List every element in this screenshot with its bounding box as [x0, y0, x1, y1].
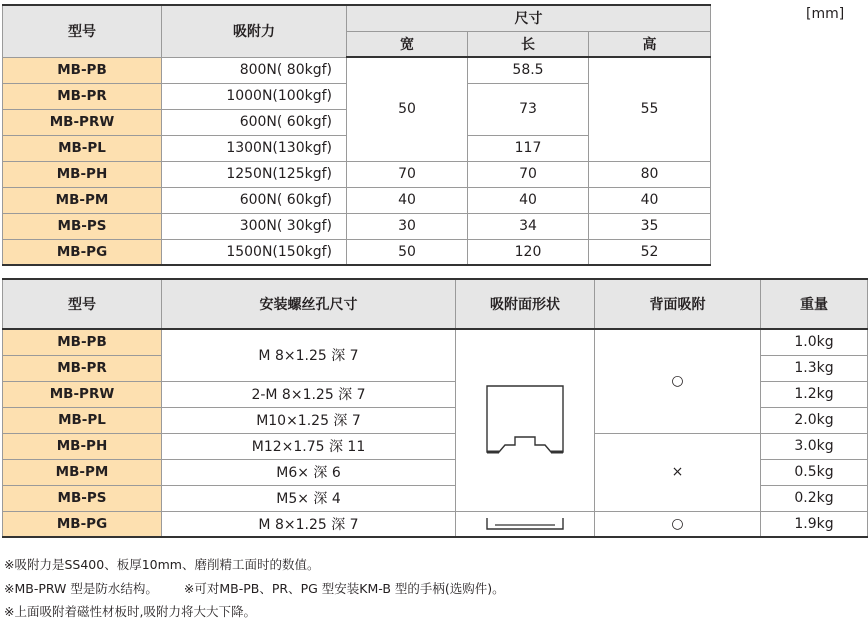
length-cell: 73: [468, 83, 589, 135]
model-cell: MB-PM: [3, 187, 162, 213]
model-cell: MB-PRW: [3, 109, 162, 135]
force-cell: 1300N(130kgf): [162, 135, 347, 161]
header-width: 宽: [347, 31, 468, 57]
force-cell: 1500N(150kgf): [162, 239, 347, 265]
weight-cell: 1.0kg: [761, 329, 868, 355]
header-back: 背面吸附: [595, 279, 761, 329]
footnote-3: ※上面吸附着磁性材板时,吸附力将大大下降。: [4, 604, 256, 619]
height-cell: 40: [589, 187, 711, 213]
length-cell: 40: [468, 187, 589, 213]
length-cell: 120: [468, 239, 589, 265]
height-cell: 80: [589, 161, 711, 187]
shape-cell: [456, 329, 595, 511]
model-cell: MB-PB: [3, 57, 162, 83]
u-profile-icon: [485, 384, 565, 456]
width-cell: 40: [347, 187, 468, 213]
model-cell: MB-PR: [3, 83, 162, 109]
force-cell: 800N( 80kgf): [162, 57, 347, 83]
footnote-1: ※吸附力是SS400、板厚10mm、磨削精工面时的数值。: [4, 557, 320, 572]
screw-cell: M 8×1.25 深 7: [162, 329, 456, 381]
force-cell: 600N( 60kgf): [162, 109, 347, 135]
length-cell: 70: [468, 161, 589, 187]
length-cell: 58.5: [468, 57, 589, 83]
weight-cell: 1.9kg: [761, 511, 868, 537]
header-shape: 吸附面形状: [456, 279, 595, 329]
back-cell: ×: [595, 433, 761, 511]
force-cell: 1000N(100kgf): [162, 83, 347, 109]
force-cell: 1250N(125kgf): [162, 161, 347, 187]
header-length: 长: [468, 31, 589, 57]
flat-profile-icon: [485, 516, 565, 532]
screw-cell: M5× 深 4: [162, 485, 456, 511]
model-cell: MB-PRW: [3, 381, 162, 407]
width-cell: 50: [347, 57, 468, 161]
force-cell: 600N( 60kgf): [162, 187, 347, 213]
length-cell: 34: [468, 213, 589, 239]
shape-cell: [456, 511, 595, 537]
header-model: 型号: [3, 5, 162, 57]
height-cell: 35: [589, 213, 711, 239]
screw-cell: M6× 深 6: [162, 459, 456, 485]
force-dimension-table: [2, 4, 711, 266]
header-force: 吸附力: [162, 5, 347, 57]
force-cell: 300N( 30kgf): [162, 213, 347, 239]
screw-cell: M12×1.75 深 11: [162, 433, 456, 459]
weight-cell: 0.2kg: [761, 485, 868, 511]
header-screw: 安装螺丝孔尺寸: [162, 279, 456, 329]
length-cell: 117: [468, 135, 589, 161]
footnote-2a: ※MB-PRW 型是防水结构。: [4, 581, 158, 596]
header-model: 型号: [3, 279, 162, 329]
width-cell: 30: [347, 213, 468, 239]
model-cell: MB-PH: [3, 161, 162, 187]
model-cell: MB-PB: [3, 329, 162, 355]
weight-cell: 1.2kg: [761, 381, 868, 407]
width-cell: 70: [347, 161, 468, 187]
footnote-2b: ※可对MB-PB、PR、PG 型安装KM-B 型的手柄(选购件)。: [183, 581, 505, 596]
model-cell: MB-PR: [3, 355, 162, 381]
weight-cell: 3.0kg: [761, 433, 868, 459]
screw-cell: M10×1.25 深 7: [162, 407, 456, 433]
model-cell: MB-PS: [3, 213, 162, 239]
height-cell: 52: [589, 239, 711, 265]
screw-cell: M 8×1.25 深 7: [162, 511, 456, 537]
header-weight: 重量: [761, 279, 868, 329]
weight-cell: 2.0kg: [761, 407, 868, 433]
model-cell: MB-PM: [3, 459, 162, 485]
mounting-weight-table: [2, 278, 868, 538]
width-cell: 50: [347, 239, 468, 265]
model-cell: MB-PL: [3, 407, 162, 433]
header-dims: 尺寸: [347, 5, 711, 31]
model-cell: MB-PL: [3, 135, 162, 161]
height-cell: 55: [589, 57, 711, 161]
weight-cell: 0.5kg: [761, 459, 868, 485]
back-cell: ○: [595, 511, 761, 537]
weight-cell: 1.3kg: [761, 355, 868, 381]
unit-label: [mm]: [806, 6, 845, 22]
model-cell: MB-PH: [3, 433, 162, 459]
screw-cell: 2-M 8×1.25 深 7: [162, 381, 456, 407]
model-cell: MB-PG: [3, 511, 162, 537]
footnote-2: [4, 579, 505, 597]
model-cell: MB-PS: [3, 485, 162, 511]
model-cell: MB-PG: [3, 239, 162, 265]
header-height: 高: [589, 31, 711, 57]
back-cell: ○: [595, 329, 761, 433]
